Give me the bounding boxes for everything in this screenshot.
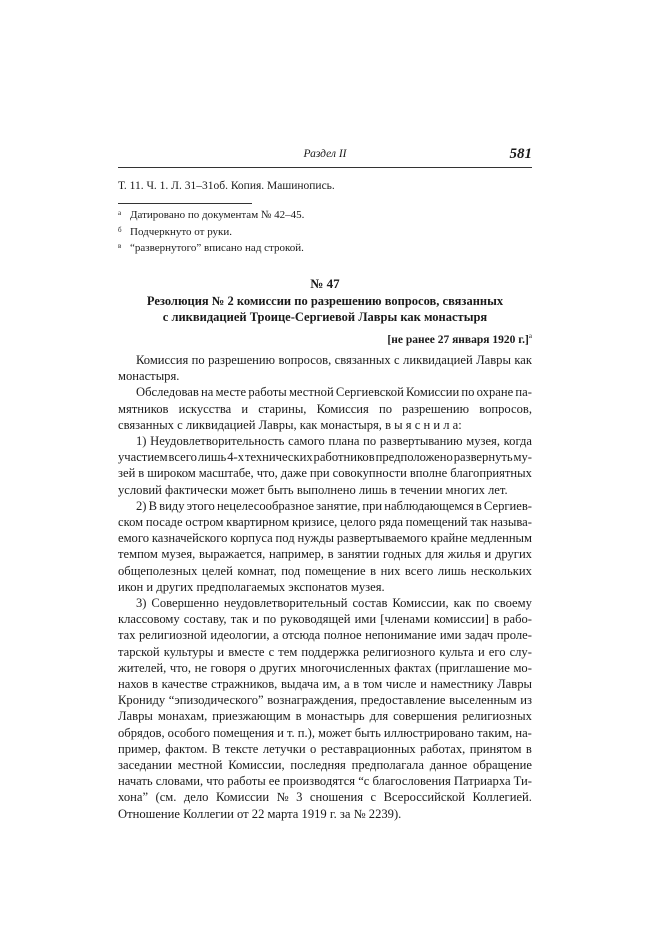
archive-source: Т. 11. Ч. 1. Л. 31–31об. Копия. Машинопись.: [118, 180, 335, 192]
footnote-rule: [118, 203, 252, 204]
page-number: 581: [509, 146, 532, 162]
footnote-mark: б: [118, 225, 122, 234]
body-line: условий фактически может быть выполнено лишь в течении многих лет.: [118, 482, 508, 497]
document-date-text: [не ранее 27 января 1920 г.]: [387, 334, 529, 346]
footnote-text: “развернутого” вписано над строкой.: [130, 242, 304, 254]
document-title-line: с ликвидацией Троице-Сергиевой Лавры как монастыря: [162, 310, 488, 324]
body-line: 1) Неудовлетворительность самого плана по развертыванию музея, когда: [136, 434, 532, 449]
footnotes: [118, 207, 532, 257]
body-line: хона” (см. дело Комиссии № 3 сношения с Всероссийской Коллегией.: [118, 790, 532, 805]
body-line: тах религиозной идеологии, а отсюда полное непонимание ими задач проле-: [118, 628, 532, 643]
body-line: темпом музея, выражается, например, в занятии годных для жилья и других: [118, 547, 532, 562]
document-body: [118, 352, 532, 822]
body-line: Отношение Коллегии от 22 марта 1919 г. за № 2239).: [118, 806, 402, 821]
section-title: Раздел II: [303, 148, 347, 160]
body-line: связанных с ликвидацией Лавры, как монастыря, в ы я с н и л а:: [118, 417, 462, 432]
running-header: [118, 146, 532, 166]
body-line: обрядов, особого помещения и т. п.), может быть иллюстрировано таким, на-: [118, 725, 532, 740]
body-line: начать словами, что работы ее производятся “с благословения Патриарха Ти-: [118, 774, 532, 789]
document-number: № 47: [310, 276, 340, 291]
body-line: классовому составу, так и по руководящей ими [членами комиссии] в рабо-: [118, 612, 532, 627]
body-line: 3) Совершенно неудовлетворительный состав Комиссии, как по своему: [136, 596, 532, 611]
document-title: [118, 293, 532, 325]
body-line: икон и других предполагаемых экспонатов музея.: [118, 579, 385, 594]
footnote: [118, 224, 532, 241]
footnote-text: Подчеркнуто от руки.: [130, 225, 233, 238]
body-line: Обследовав на месте работы местной Сергиевской Комиссии по охране па-: [136, 385, 532, 400]
body-line: Крониду “эпизодического” вознаграждения, предоставление выселенным из: [118, 693, 532, 708]
footnote: [118, 240, 532, 257]
body-line: емого казначейского корпуса под нужды развертываемого крайне медленным: [118, 531, 532, 546]
body-line: мятников искусства и старины, Комиссия по разрешению вопросов,: [118, 401, 532, 416]
body-line: заседании местной Комиссии, последняя предполагала данное обращение: [118, 758, 532, 773]
body-line: тарской культуры и вместе с тем поддержка религиозного культа и его слу-: [118, 644, 532, 659]
body-line: 2) В виду этого нецелесообразное занятие, при наблюдающемся в Сергиев-: [136, 498, 532, 513]
footnote-mark: в: [118, 242, 122, 250]
date-footnote-mark: а: [528, 332, 532, 340]
footnote-text: Датировано по документам № 42–45.: [130, 209, 305, 221]
document-title-line: Резолюция № 2 комиссии по разрешению вопросов, связанных: [146, 294, 504, 308]
body-line: монастыря.: [118, 369, 180, 384]
footnote: [118, 207, 532, 224]
body-line: общеполезных целей комнат, под помещение в них всего лишь нескольких: [118, 563, 532, 578]
body-line: зей в широком масштабе, что, даже при совокупности вполне благоприятных: [118, 466, 532, 481]
body-line: пример, фактом. В тексте летучки о реставрационных работах, принятом в: [118, 741, 532, 756]
body-line: нахов в качестве стражников, выдача им, а в том числе и наместнику Лавры: [118, 677, 532, 692]
body-line: жителей, что, не говоря о других многочисленных фактах (приглашение мо-: [118, 660, 532, 675]
body-line: ском посаде остром квартирном кризисе, целого ряда помещений так называ-: [118, 515, 532, 530]
body-line: участием всего лишь 4-х технических работников предположено развернуть му-: [118, 450, 532, 465]
footnote-mark: а: [118, 209, 122, 217]
document-date: [118, 332, 532, 346]
header-rule: [118, 167, 532, 168]
body-line: Лавры монахам, приезжающим в монастырь для совершения религиозных: [118, 709, 532, 724]
body-line: Комиссия по разрешению вопросов, связанных с ликвидацией Лавры как: [136, 353, 532, 367]
